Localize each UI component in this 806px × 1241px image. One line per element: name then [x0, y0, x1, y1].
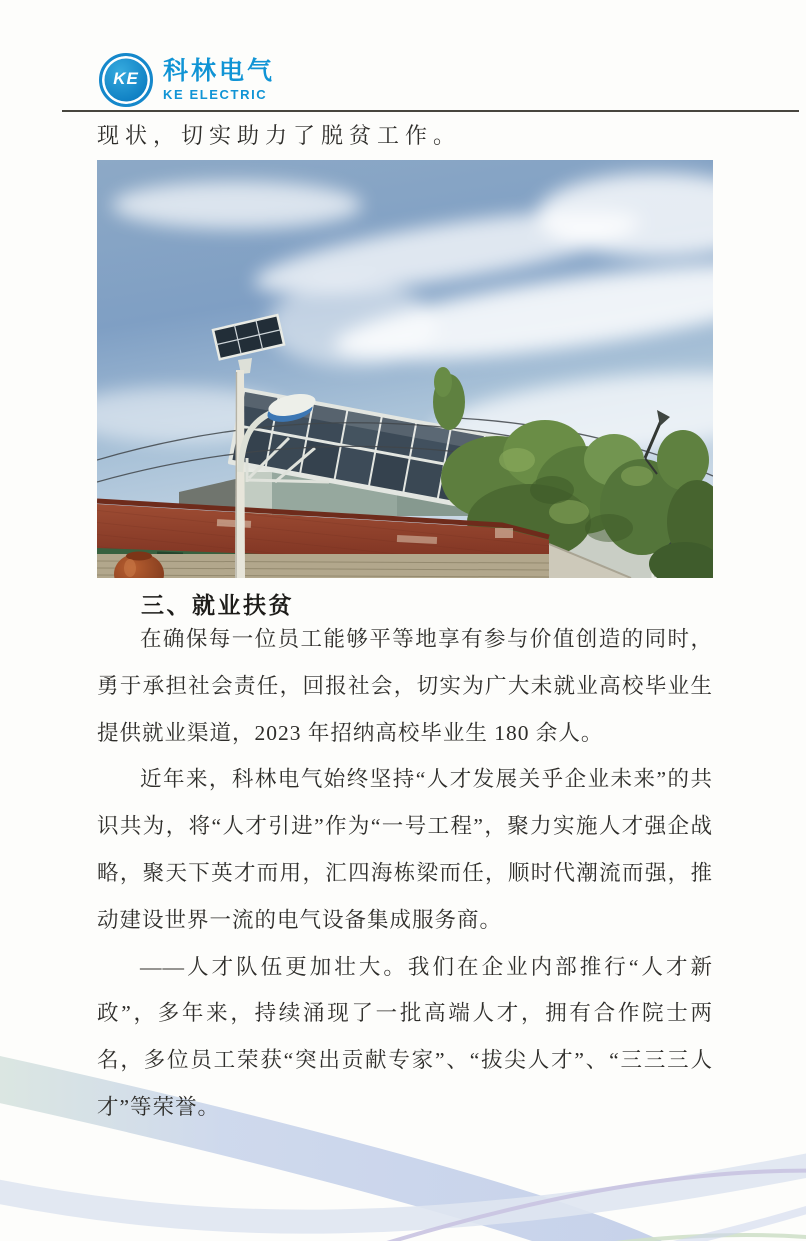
header-divider-rule: [62, 110, 799, 112]
section-heading: 三、就业扶贫: [141, 592, 294, 618]
solar-installation-photo: [97, 160, 713, 578]
paragraph-talent-strategy: 近年来，科林电气始终坚持“人才发展关乎企业未来”的共识共为，将“人才引进”作为“一号工程”，聚力实施人才强企战略，聚天下英才而用，汇四海栋梁而任，顺时代潮流而强，推动建设世界一流的电气设备集成服务商。: [97, 767, 713, 932]
company-name-en: KE ELECTRIC: [163, 86, 268, 102]
paragraph-talent-team: ——人才队伍更加壮大。我们在企业内部推行“人才新政”，多年来，持续涌现了一批高端人才，拥有合作院士两名，多位员工荣获“突出贡献专家”、“拔尖人才”、“三三三人才”等荣誉。: [97, 954, 713, 1119]
ke-logo-badge-icon: [99, 53, 153, 107]
ke-logo-badge-text: KE: [113, 69, 139, 88]
body-text: [97, 616, 713, 1131]
intro-line: 现状，切实助力了脱贫工作。: [97, 123, 462, 148]
logo-names: [163, 58, 275, 101]
paragraph-employment: 在确保每一位员工能够平等地享有参与价值创造的同时，勇于承担社会责任，回报社会，切实为广大未就业高校毕业生提供就业渠道，2023 年招纳高校毕业生 180 余人。: [97, 627, 713, 745]
brick-wall: [97, 554, 549, 578]
company-name-cn: 科林电气: [163, 57, 276, 86]
company-logo: [99, 53, 275, 107]
